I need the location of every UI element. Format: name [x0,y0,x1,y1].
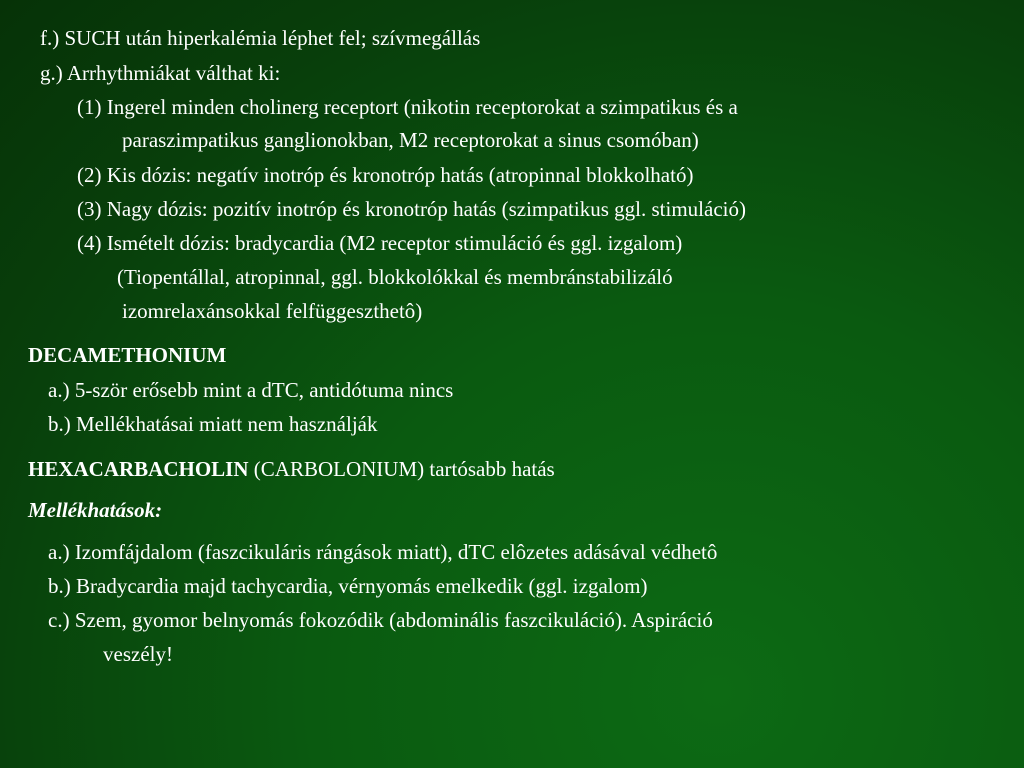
line-mellek-c1: c.) Szem, gyomor belnyomás fokozódik (abdominális faszcikuláció). Aspiráció [48,608,713,632]
line-mellek-c2: veszély! [103,642,173,666]
line-g: g.) Arrhythmiákat válthat ki: [40,61,281,85]
line-g4b: (Tiopentállal, atropinnal, ggl. blokkolókkal és membránstabilizáló [117,265,673,289]
line-f: f.) SUCH után hiperkalémia léphet fel; szívmegállás [40,26,481,50]
hexacarbacholin-description: (CARBOLONIUM) tartósabb hatás [248,457,555,481]
line-mellek-b: b.) Bradycardia majd tachycardia, vérnyomás emelkedik (ggl. izgalom) [48,574,648,598]
heading-mellekhatasok: Mellékhatások: [28,498,163,522]
heading-hexacarbacholin: HEXACARBACHOLIN [28,457,249,481]
line-g1b: paraszimpatikus ganglionokban, M2 receptorokat a sinus csomóban) [122,128,699,152]
line-g1a: (1) Ingerel minden cholinerg receptort (nikotin receptorokat a szimpatikus és a [77,95,738,119]
line-hexacarbacholin [28,456,555,482]
heading-decamethonium: DECAMETHONIUM [28,343,227,367]
line-g4: (4) Ismételt dózis: bradycardia (M2 receptor stimuláció és ggl. izgalom) [77,231,683,255]
line-deca-a: a.) 5-ször erősebb mint a dTC, antidótuma nincs [48,378,454,402]
line-g3: (3) Nagy dózis: pozitív inotróp és kronotróp hatás (szimpatikus ggl. stimuláció) [77,197,746,221]
line-deca-b: b.) Mellékhatásai miatt nem használják [48,412,378,436]
line-g4c: izomrelaxánsokkal felfüggeszthetô) [122,299,423,323]
line-g2: (2) Kis dózis: negatív inotróp és kronotróp hatás (atropinnal blokkolható) [77,163,694,187]
line-mellek-a: a.) Izomfájdalom (faszcikuláris rángások miatt), dTC elôzetes adásával védhetô [48,540,718,564]
